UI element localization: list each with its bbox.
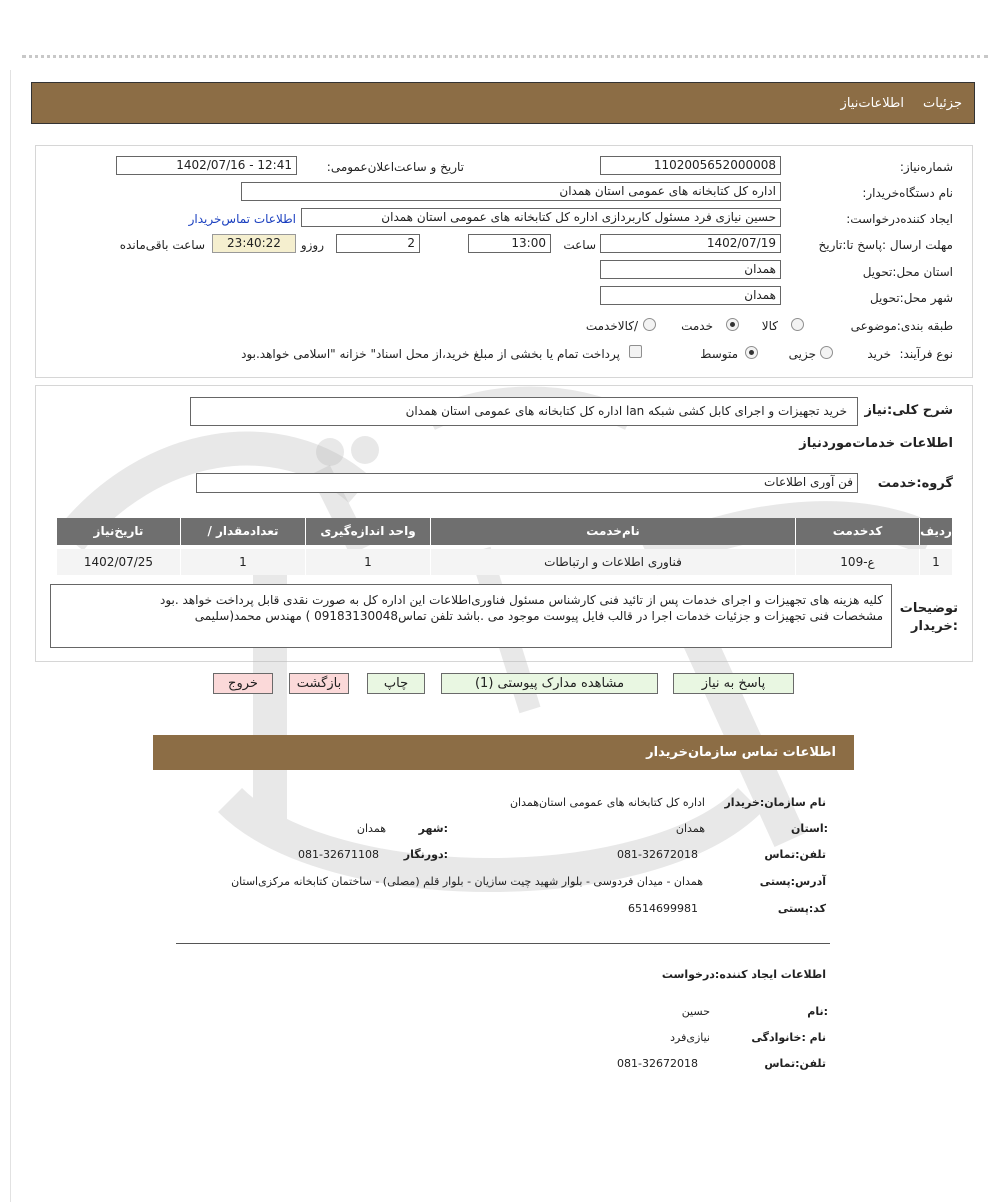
exit-button[interactable]: خروج xyxy=(213,673,273,694)
col-header-service-code: کدخدمت xyxy=(796,518,920,545)
contact-address-label: آدرس:پستی xyxy=(759,875,826,888)
category-label: طبقه بندی:موضوعی xyxy=(850,319,953,333)
treasury-payment-note: پرداخت تمام یا بخشی از مبلغ خرید،از محل اسناد" خزانه "اسلامی خواهد.بود xyxy=(241,347,620,361)
contact-fax-value: 081-32671108 xyxy=(298,848,379,861)
contact-province-label: :استان xyxy=(791,822,828,835)
creator-family-value: نیازی‌فرد xyxy=(670,1031,710,1044)
process-medium-radio[interactable] xyxy=(745,346,758,359)
creator-family-label: نام :خانوادگی xyxy=(751,1031,826,1044)
category-goods-radio[interactable] xyxy=(791,318,804,331)
col-header-row: ردیف xyxy=(920,518,953,545)
process-type-label: نوع فرآیند: xyxy=(899,347,953,361)
need-number-field: 1102005652000008 xyxy=(600,156,781,175)
buyer-contact-header xyxy=(153,735,854,770)
process-minor-radio[interactable] xyxy=(820,346,833,359)
col-header-service-name: نام‌خدمت xyxy=(431,518,796,545)
table-cell-row: 1 xyxy=(920,549,953,575)
process-minor-label: جزیی xyxy=(788,347,816,361)
table-cell-need-date: 1402/07/25 xyxy=(57,549,181,575)
contact-phone-label: تلفن:تماس xyxy=(764,848,826,861)
remaining-time-label: ساعت باقی‌مانده xyxy=(119,238,205,252)
category-goods-service-radio[interactable] xyxy=(643,318,656,331)
creator-phone-label: تلفن:تماس xyxy=(764,1057,826,1070)
reply-button[interactable]: پاسخ به نیاز xyxy=(673,673,794,694)
contact-org-label: نام سازمان:خریدار xyxy=(724,796,826,809)
announce-date-label: تاریخ و ساعت‌اعلان‌عمومی: xyxy=(326,160,464,174)
service-group-field: فن آوری اطلاعات xyxy=(196,473,858,493)
contact-city-value: همدان xyxy=(356,822,386,835)
buyer-notes-line-1: کلیه هزینه های تجهیزات و اجرای خدمات پس از تائید فنی کارشناس مسئول فناوری‌اطلاعات این اداره کل به صورت نقدی قابل پرداخت خواهد .بود xyxy=(159,593,883,607)
service-group-label: گروه:خدمت xyxy=(877,476,953,491)
creator-name-value: حسین xyxy=(681,1005,710,1018)
page-header xyxy=(31,82,975,124)
creator-field: حسین نیازی فرد مسئول کاربردازی اداره کل کتابخانه های عمومی استان همدان xyxy=(301,208,781,227)
contact-postal-label: کد:پستی xyxy=(777,902,826,915)
need-number-label: شماره‌نیاز: xyxy=(899,160,953,174)
creator-name-label: :نام xyxy=(807,1005,828,1018)
buyer-org-field: اداره کل کتابخانه های عمومی استان همدان xyxy=(241,182,781,201)
buyer-notes-line-2: مشخصات فنی تجهیزات و جزئیات خدمات اجرا در قالب فایل پیوست موجود می .باشد تلفن تماس09183130048 ) مهندس محمد(سلیمی xyxy=(194,609,883,623)
col-header-unit: واحد اندازه‌گیری xyxy=(306,518,431,545)
contact-phone-value: 081-32672018 xyxy=(617,848,698,861)
buyer-org-label: نام دستگاه‌خریدار: xyxy=(862,186,953,200)
creator-phone-value: 081-32672018 xyxy=(617,1057,698,1070)
need-summary-label: شرح کلی:نیاز xyxy=(864,403,953,418)
category-service-label: خدمت xyxy=(681,319,713,333)
delivery-city-field: همدان xyxy=(600,286,781,305)
category-service-radio[interactable] xyxy=(726,318,739,331)
category-goods-service-label: /کالاخدمت xyxy=(585,319,638,333)
services-section-title: اطلاعات خدمات‌موردنیاز xyxy=(799,436,953,451)
delivery-city-label: شهر محل:تحویل xyxy=(869,291,953,305)
table-cell-service-code: ع-109 xyxy=(796,549,920,575)
table-cell-unit: 1 xyxy=(306,549,431,575)
page-title[interactable]: اطلاعات‌نیاز xyxy=(840,96,904,111)
left-border-line xyxy=(10,70,11,1202)
deadline-hour-field: 13:00 xyxy=(468,234,551,253)
process-medium-label: متوسط xyxy=(700,347,738,361)
delivery-province-label: استان محل:تحویل xyxy=(862,265,953,279)
col-header-need-date: تاریخ‌نیاز xyxy=(57,518,181,545)
col-header-quantity: / تعدادمقدار xyxy=(181,518,306,545)
back-button[interactable]: بازگشت xyxy=(289,673,349,694)
deadline-date-field: 1402/07/19 xyxy=(600,234,781,253)
details-tab[interactable]: جزئیات xyxy=(923,96,962,111)
table-cell-quantity: 1 xyxy=(181,549,306,575)
contact-org-value: اداره کل کتابخانه های عمومی استان‌همدان xyxy=(509,796,705,809)
top-dotted-divider xyxy=(22,55,988,58)
deadline-hour-label: ساعت xyxy=(563,238,596,252)
contact-fax-label: :دورنگار xyxy=(403,848,448,861)
days-field: 2 xyxy=(336,234,420,253)
contact-postal-value: 6514699981 xyxy=(628,902,698,915)
remaining-time-field: 23:40:22 xyxy=(212,234,296,253)
category-goods-label: کالا xyxy=(761,319,778,333)
view-attachments-button[interactable]: مشاهده مدارک پیوستی (1) xyxy=(441,673,658,694)
delivery-province-field: همدان xyxy=(600,260,781,279)
buyer-notes-box xyxy=(50,584,892,648)
buyer-notes-label: توضیحات :خریدار xyxy=(899,601,958,634)
creator-label: ایجاد کننده‌درخواست: xyxy=(846,212,953,226)
need-info-panel xyxy=(35,145,973,378)
contact-city-label: :شهر xyxy=(418,822,448,835)
buyer-contact-link[interactable]: اطلاعات تماس‌خریدار xyxy=(188,212,296,226)
creator-info-title: اطلاعات ایجاد کننده:درخواست xyxy=(661,968,826,981)
contact-address-value: همدان - میدان فردوسی - بلوار شهید چیت سازیان - بلوار قلم (مصلی) - ساختمان کتابخانه مرکزی‌استان xyxy=(231,875,703,888)
treasury-payment-checkbox[interactable] xyxy=(629,345,642,358)
buyer-contact-title: اطلاعات تماس سازمان‌خریدار xyxy=(646,745,836,760)
days-label: روزو xyxy=(300,238,324,252)
process-buy-label: خرید xyxy=(867,347,891,361)
print-button[interactable]: چاپ xyxy=(367,673,425,694)
contact-province-value: همدان xyxy=(675,822,705,835)
need-summary-field: خرید تجهیزات و اجرای کابل کشی شبکه lan اداره کل کتابخانه های عمومی استان همدان xyxy=(190,397,858,426)
contact-divider xyxy=(176,943,830,944)
deadline-label: مهلت ارسال :پاسخ تا:تاریخ xyxy=(818,238,953,252)
announce-date-field: 1402/07/16 - 12:41 xyxy=(116,156,297,175)
table-cell-service-name: فناوری اطلاعات و ارتباطات xyxy=(431,549,796,575)
